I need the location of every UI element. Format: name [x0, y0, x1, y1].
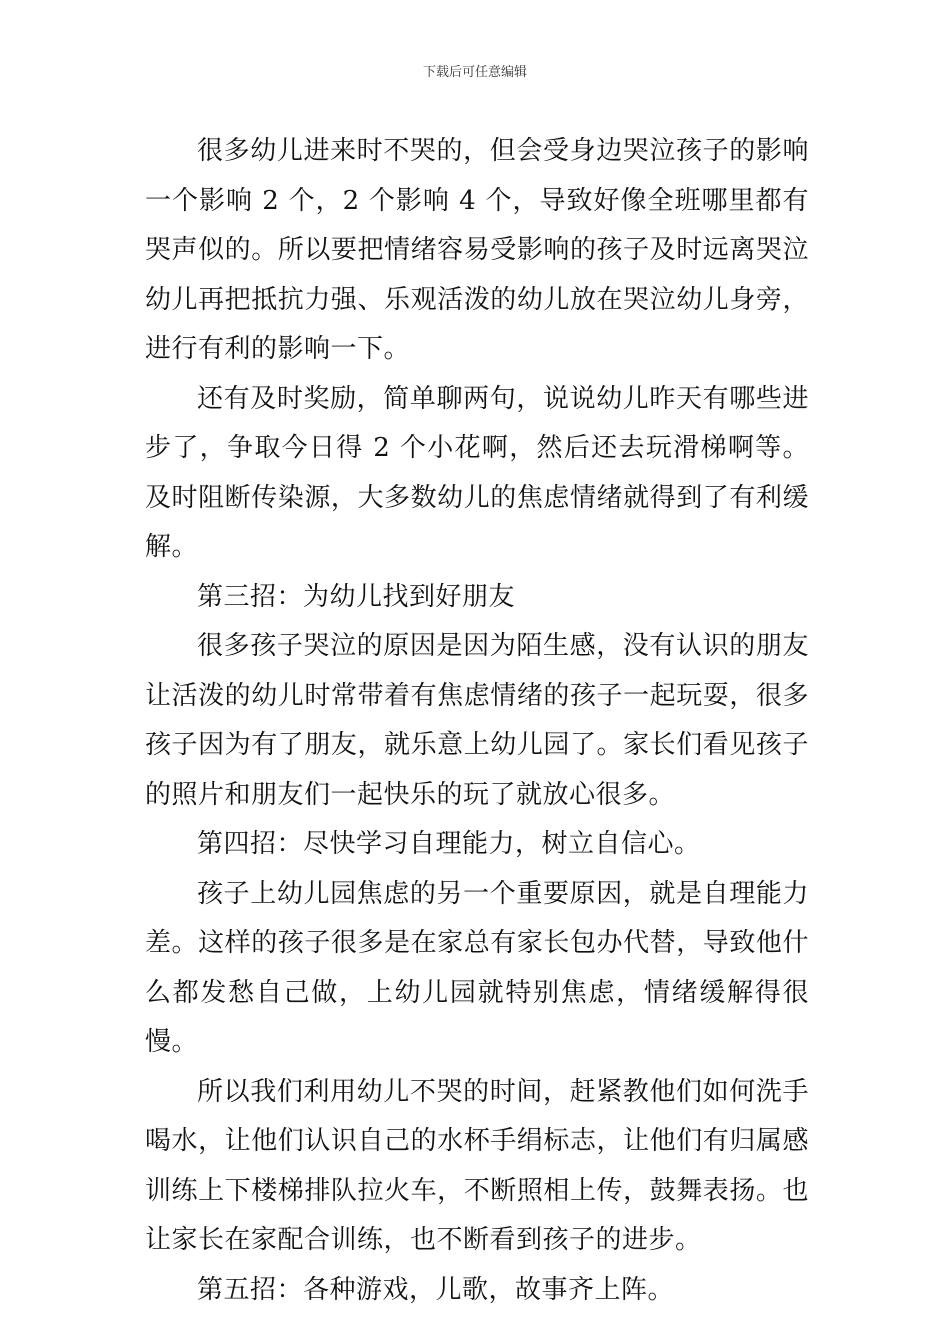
- section-heading-3: 第三招：为幼儿找到好朋友: [197, 581, 516, 612]
- page-header-note: 下载后可任意编辑: [422, 65, 527, 80]
- paragraph-2: 还有及时奖励，简单聊两句，说说幼儿昨天有哪些进步了，争取今日得 2 个小花啊，然后还去玩滑梯啊等。及时阻断传染源，大多数幼儿的焦虑情绪就得到了有利缓解。: [145, 383, 809, 562]
- paragraph-1: 很多幼儿进来时不哭的，但会受身边哭泣孩子的影响一个影响 2 个，2 个影响 4 个，导致好像全班哪里都有哭声似的。所以要把情绪容易受影响的孩子及时远离哭泣幼儿再把抵抗力强、乐观活泼的幼儿放在哭泣幼儿身旁，进行有利的影响一下。: [145, 136, 809, 364]
- section-heading-5: 第五招：各种游戏，儿歌，故事齐上阵。: [197, 1274, 675, 1305]
- paragraph-4: 孩子上幼儿园焦虑的另一个重要原因，就是自理能力差。这样的孩子很多是在家总有家长包办代替，导致他什么都发愁自己做，上幼儿园就特别焦虑，情绪缓解得很慢。: [145, 878, 809, 1057]
- document-body: [145, 127, 809, 1315]
- paragraph-5: 所以我们利用幼儿不哭的时间，赶紧教他们如何洗手喝水，让他们认识自己的水杯手绢标志，让他们有归属感训练上下楼梯排队拉火车，不断照相上传，鼓舞表扬。也让家长在家配合训练，也不断看到孩子的进步。: [145, 1076, 809, 1255]
- paragraph-3: 很多孩子哭泣的原因是因为陌生感，没有认识的朋友让活泼的幼儿时常带着有焦虑情绪的孩子一起玩耍，很多孩子因为有了朋友，就乐意上幼儿园了。家长们看见孩子的照片和朋友们一起快乐的玩了就放心很多。: [145, 631, 809, 810]
- section-heading-4: 第四招：尽快学习自理能力，树立自信心。: [197, 829, 701, 859]
